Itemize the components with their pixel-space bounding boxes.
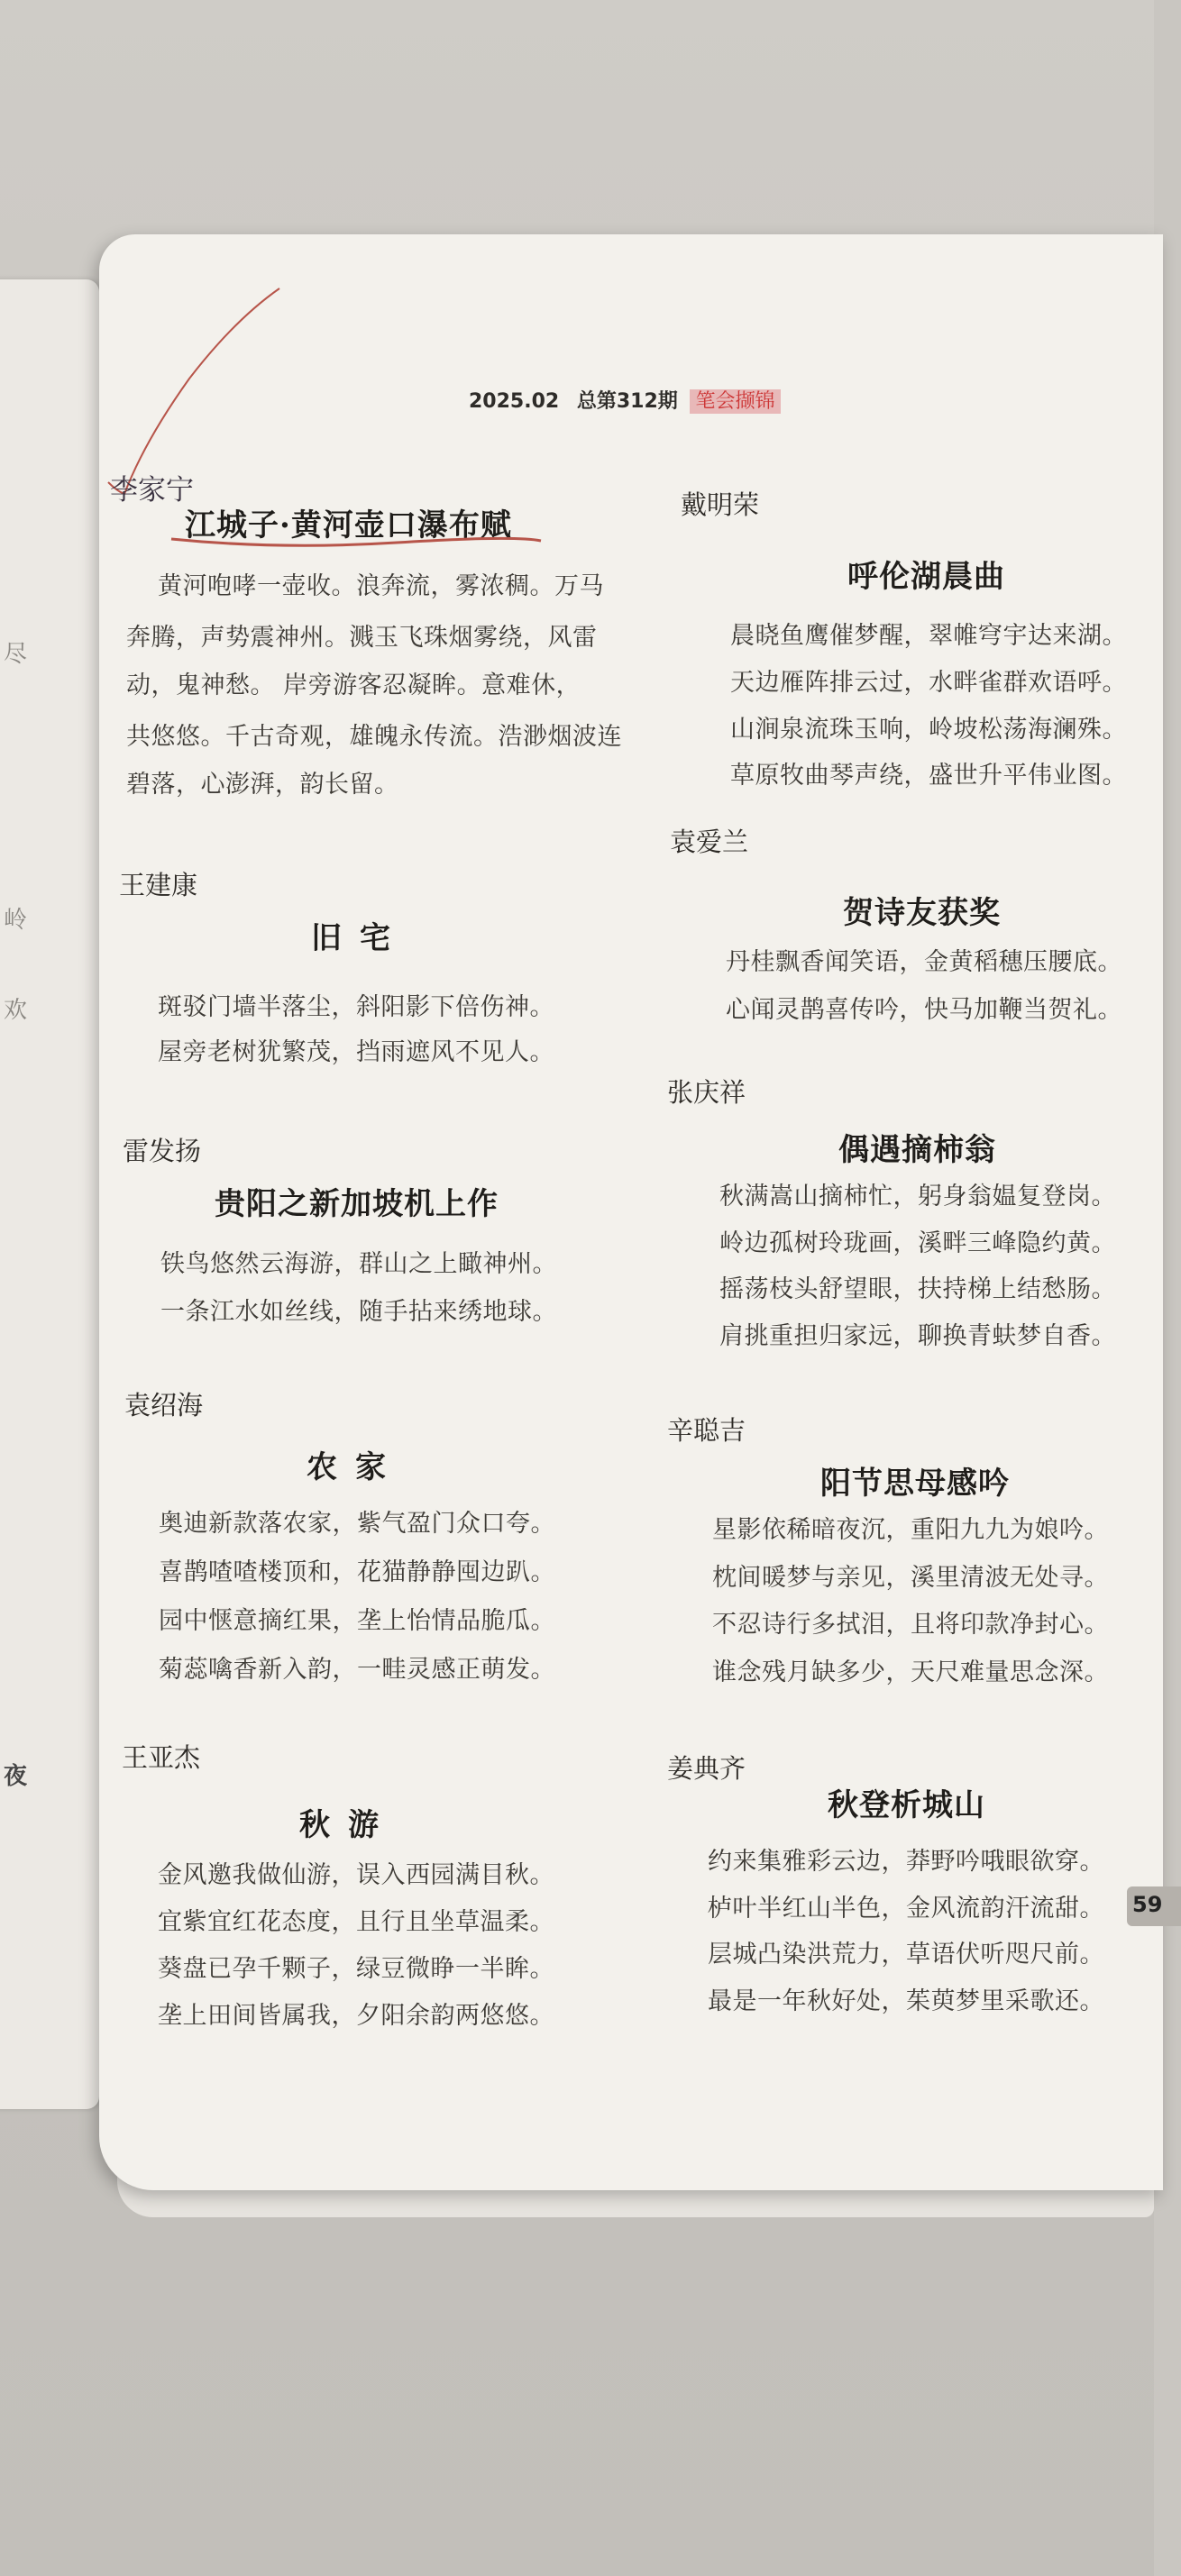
poem-line: 宜紫宜红花态度，且行且坐草温柔。: [158, 1908, 554, 1936]
poem-line: 层城凸染洪荒力，草语伏听咫尺前。: [708, 1941, 1104, 1969]
poem-line: 心闻灵鹊喜传吟，快马加鞭当贺礼。: [726, 996, 1122, 1024]
poem-line: 喜鹊喳喳楼顶和，花猫静静囤边趴。: [159, 1558, 555, 1586]
poem-line: 秋满嵩山摘柿忙，躬身翁媪复登岗。: [719, 1183, 1116, 1210]
poem-author: 张庆祥: [667, 1077, 746, 1108]
poem-line: 星影依稀暗夜沉，重阳九九为娘吟。: [712, 1516, 1109, 1544]
poem-author: 袁绍海: [124, 1390, 204, 1420]
poem-line: 斑驳门墙半落尘，斜阳影下倍伤神。: [158, 993, 554, 1021]
poem-line: 菊蕊噙香新入韵，一畦灵感正萌发。: [159, 1656, 555, 1684]
poem-line: 丹桂飘香闻笑语，金黄稻穗压腰底。: [726, 948, 1122, 976]
left-page-fragment: 尽: [4, 641, 28, 668]
poem-line: 铁鸟悠然云海游，群山之上瞰神州。: [160, 1250, 557, 1278]
poem-line: 栌叶半红山半色，金风流韵汗流甜。: [708, 1895, 1104, 1923]
left-page-fragment: 夜: [4, 1763, 28, 1790]
poem-line: 草原牧曲琴声绕，盛世升平伟业图。: [730, 762, 1127, 790]
poem-line: 一条江水如丝线，随手拈来绣地球。: [160, 1298, 557, 1326]
poem-title: 阳节思母感吟: [820, 1466, 1010, 1502]
poem-author: 戴明荣: [681, 489, 760, 520]
poem-line: 岭边孤树玲珑画，溪畔三峰隐约黄。: [719, 1229, 1116, 1257]
left-page-fragment: 欢: [4, 997, 28, 1024]
poem-line: 奔腾，声势震神州。溅玉飞珠烟雾绕，风雷: [126, 624, 598, 652]
poem-title: 江城子·黄河壶口瀑布赋: [185, 507, 512, 544]
poem-author: 雷发扬: [123, 1136, 202, 1166]
poem-line: 约来集雅彩云边，莽野吟哦眼欲穿。: [708, 1848, 1104, 1876]
poem-line: 摇荡枝头舒望眼，扶持梯上结愁肠。: [719, 1275, 1116, 1303]
poem-line: 垄上田间皆属我，夕阳余韵两悠悠。: [158, 2002, 554, 2030]
poem-title: 贺诗友获奖: [843, 895, 1001, 931]
poem-line: 不忍诗行多拭泪，且将印款净封心。: [712, 1611, 1109, 1639]
poem-line: 谁念残月缺多少，天尺难量思念深。: [712, 1658, 1109, 1686]
poem-line: 肩挑重担归家远，聊换青蚨梦自香。: [719, 1322, 1116, 1350]
poem-title: 农家: [307, 1449, 404, 1485]
poem-author: 姜典齐: [667, 1753, 746, 1784]
poem-line: 天边雁阵排云过，水畔雀群欢语呼。: [730, 669, 1127, 697]
issue-date: 2025.02: [469, 390, 560, 413]
poem-author: 王亚杰: [122, 1742, 201, 1773]
poem-line: 屋旁老树犹繁茂，挡雨遮风不见人。: [158, 1038, 554, 1066]
issue-total: 总第312期: [576, 390, 678, 413]
column-tag: 笔会撷锦: [690, 389, 780, 414]
poem-line: 最是一年秋好处，茱萸梦里采歌还。: [708, 1987, 1104, 2015]
poem-line: 枕间暖梦与亲见，溪里清波无处寻。: [712, 1564, 1109, 1592]
poem-line: 园中惬意摘红果，垄上怡情品脆瓜。: [159, 1607, 555, 1635]
poem-title: 呼伦湖晨曲: [847, 559, 1005, 595]
poem-author: 袁爱兰: [670, 827, 749, 857]
page-number: 59: [1127, 1886, 1181, 1926]
poem-title: 偶遇摘柿翁: [838, 1132, 996, 1168]
poem-title: 秋游: [299, 1807, 397, 1843]
poem-line: 奥迪新款落农家，紫气盈门众口夸。: [159, 1510, 555, 1538]
title-underline-annotation: [171, 530, 550, 557]
poem-line: 金风邀我做仙游，误入西园满目秋。: [158, 1861, 554, 1889]
poem-author: 李家宁: [110, 474, 194, 507]
left-page-edge: [0, 279, 99, 2109]
poem-line: 碧落，心澎湃，韵长留。: [126, 771, 399, 799]
poem-line: 山涧泉流珠玉响，岭坡松荡海澜殊。: [730, 716, 1127, 744]
poem-title: 旧宅: [311, 920, 408, 956]
poem-line: 葵盘已孕千颗子，绿豆微睁一半眸。: [158, 1955, 554, 1983]
poem-author: 王建康: [119, 870, 198, 900]
poem-line: 晨晓鱼鹰催梦醒，翠帷穹宇达来湖。: [730, 622, 1127, 650]
poem-author: 辛聪吉: [667, 1415, 746, 1446]
poem-line: 动，鬼神愁。 岸旁游客忍凝眸。意难休，: [126, 671, 581, 699]
poem-title: 秋登析城山: [828, 1787, 985, 1823]
issue-header: [469, 386, 781, 414]
poem-line: 共悠悠。千古奇观，雄魄永传流。浩渺烟波连: [126, 723, 622, 751]
left-page-fragment: 岭: [4, 907, 28, 934]
poem-title: 贵阳之新加坡机上作: [215, 1186, 499, 1222]
poem-line: 黄河咆哮一壶收。浪奔流，雾浓稠。万马: [158, 572, 604, 600]
